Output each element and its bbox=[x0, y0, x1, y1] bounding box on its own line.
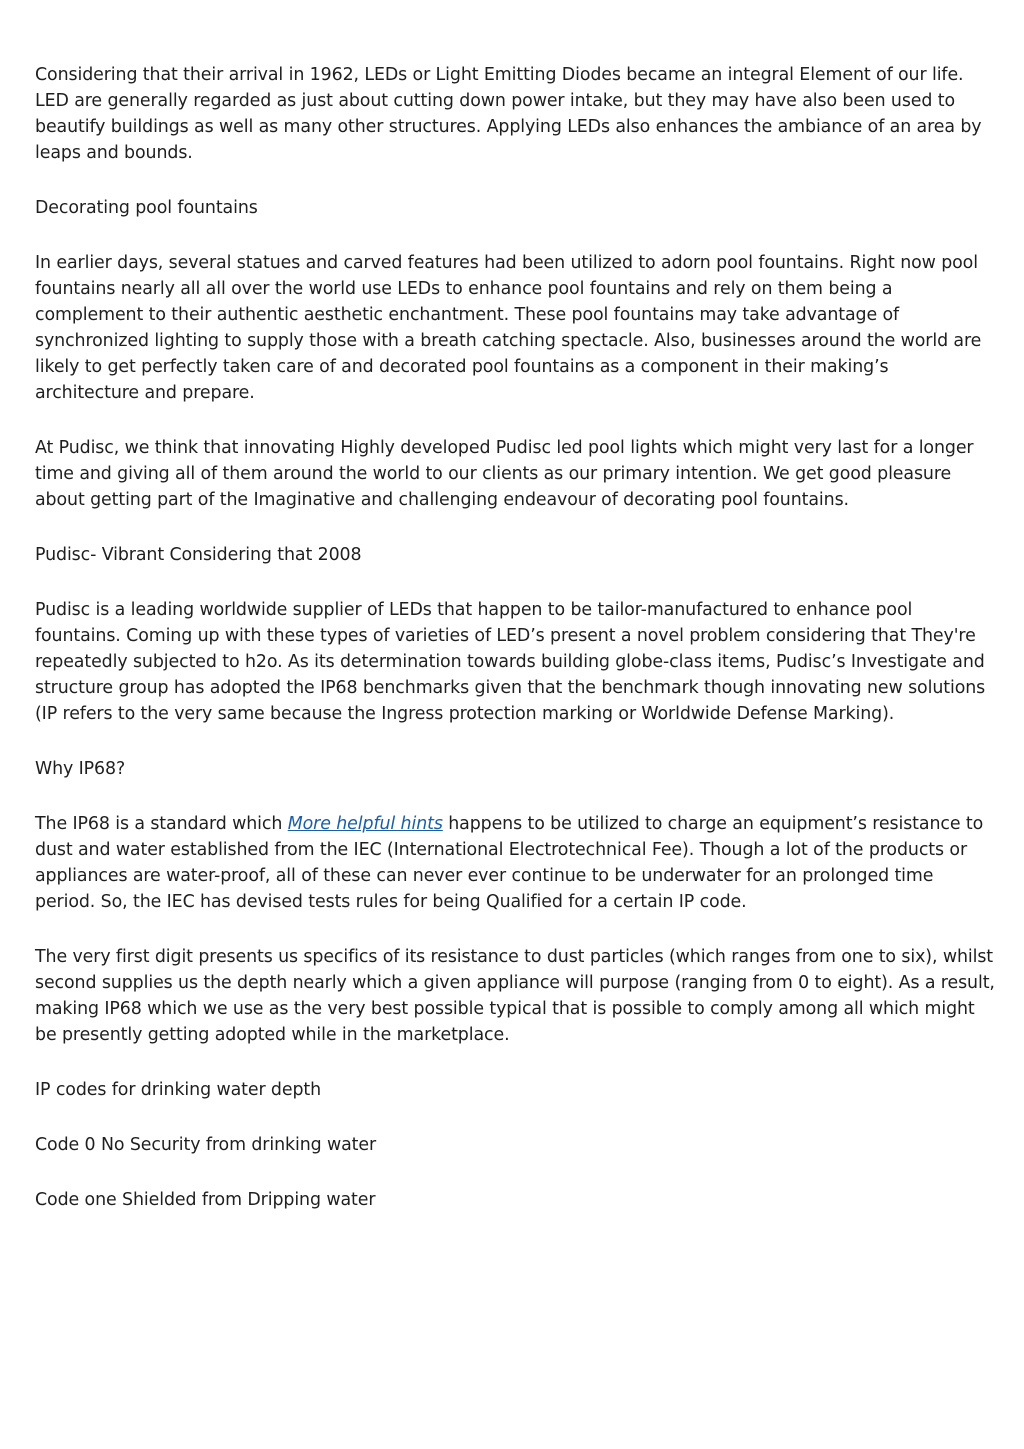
paragraph-ip68-standard bbox=[35, 811, 995, 915]
paragraph-intro: Considering that their arrival in 1962, LEDs or Light Emitting Diodes became an integral Element of our life. LED are generally regarded as just about cutting down power intake, but they may have also been used to beautify buildings as well as many other structures. Applying LEDs also enhances the ambiance of an area by leaps and bounds. bbox=[35, 65, 982, 163]
paragraph-at-pudisc: At Pudisc, we think that innovating Highly developed Pudisc led pool lights which might very last for a longer time and giving all of them around the world to our clients as our primary intention. We get good pleasure about getting part of the Imaginative and challenging endeavour of decorating pool fountains. bbox=[35, 438, 974, 510]
list-item-code-0: Code 0 No Security from drinking water bbox=[35, 1135, 377, 1155]
paragraph-first-digit: The very first digit presents us specifics of its resistance to dust particles (which ranges from one to six), whilst second supplies us the depth nearly which a given appliance will purpose (ranging from 0 to eight). As a result, making IP68 which we use as the very best possible typical that is possible to comply among all which might be presently getting adopted while in the marketplace. bbox=[35, 947, 995, 1045]
paragraph-earlier-days: In earlier days, several statues and carved features had been utilized to adorn pool fountains. Right now pool fountains nearly all all over the world use LEDs to enhance pool fountains and rely on them being a complement to their authentic aesthetic enchantment. These pool fountains may take advantage of synchronized lighting to supply those with a breath catching spectacle. Also, businesses around the world are likely to get perfectly taken care of and decorated pool fountains as a component in their making’s architecture and prepare. bbox=[35, 253, 982, 403]
document-body bbox=[35, 62, 995, 1242]
heading-decorating-pool-fountains: Decorating pool fountains bbox=[35, 198, 258, 218]
more-helpful-hints-link[interactable]: More helpful hints bbox=[287, 814, 443, 834]
heading-pudisc-vibrant: Pudisc- Vibrant Considering that 2008 bbox=[35, 545, 362, 565]
heading-why-ip68: Why IP68? bbox=[35, 759, 126, 779]
ip68-text-before-link: The IP68 is a standard which bbox=[35, 814, 288, 834]
paragraph-pudisc-supplier: Pudisc is a leading worldwide supplier of LEDs that happen to be tailor-manufactured to enhance pool fountains. Coming up with these types of varieties of LED’s present a novel problem considering that They're repeatedly subjected to h2o. As its determination towards building globe-class items, Pudisc’s Investigate and structure group has adopted the IP68 benchmarks given that the benchmark though innovating new solutions (IP refers to the very same because the Ingress protection marking or Worldwide Defense Marking). bbox=[35, 600, 986, 724]
heading-ip-codes: IP codes for drinking water depth bbox=[35, 1080, 322, 1100]
ip68-text-after-link: happens to be utilized to charge an equipment’s resistance to dust and water established from the IEC (International Electrotechnical Fee). Though a lot of the products or appliances are water-proof, all of these can never ever continue to be underwater for an prolonged time period. So, the IEC has devised tests rules for being Qualified for a certain IP code. bbox=[35, 814, 984, 912]
list-item-code-one: Code one Shielded from Dripping water bbox=[35, 1190, 376, 1210]
